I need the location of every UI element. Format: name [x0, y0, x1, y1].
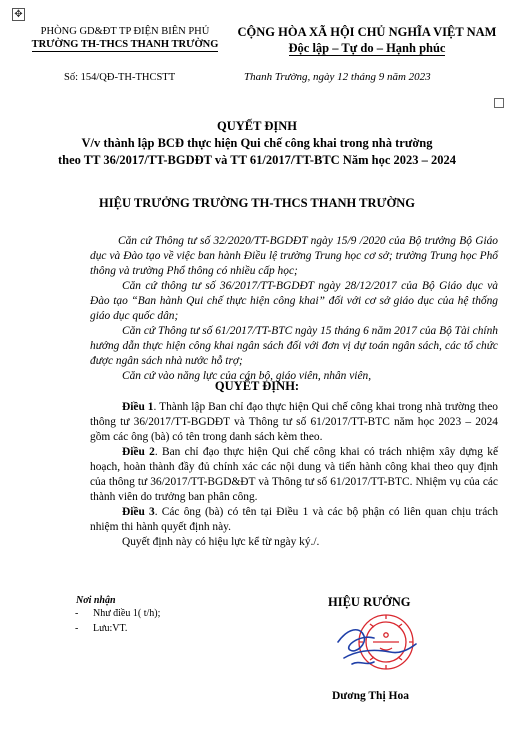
agency-line1: PHÒNG GD&ĐT TP ĐIỆN BIÊN PHỦ	[40, 26, 210, 37]
recipient-text: Lưu:VT.	[93, 623, 128, 634]
article-label: Điều 1	[122, 401, 154, 413]
article-label: Điều 3	[122, 506, 155, 518]
basis-item: Căn cứ Thông tư số 32/2020/TT-BGDĐT ngày 15/9 /2020 của Bộ trưởng Bộ Giáo dục và Đào tạo về việc ban hành Điều lệ trường Trung học cơ sở; trường Trung học Phổ thông và trường Phổ thông có nhiều cấp học;	[90, 235, 498, 277]
article-label: Điều 2	[122, 446, 155, 458]
stamp-seal	[359, 615, 413, 669]
official-stamp-and-signature	[330, 608, 430, 680]
article-1	[90, 400, 498, 445]
recipient-text: Như điều 1( t/h);	[93, 608, 161, 619]
article-2	[90, 445, 498, 505]
effective-clause	[90, 535, 498, 550]
checkbox-icon[interactable]	[494, 98, 504, 108]
title-line2: theo TT 36/2017/TT-BGDĐT và TT 61/2017/TT-BTC Năm học 2023 – 2024	[58, 153, 456, 167]
nation-block	[232, 24, 502, 56]
recipient-dash: -	[75, 608, 79, 619]
nation-line1: CỘNG HÒA XÃ HỘI CHỦ NGHĨA VIỆT NAM	[237, 25, 497, 39]
principal-heading: HIỆU TRƯỞNG TRƯỜNG TH-THCS THANH TRƯỜNG	[99, 196, 415, 210]
basis-item: Căn cứ Thông tư số 61/2017/TT-BTC ngày 15 tháng 6 năm 2017 của Bộ Tài chính hướng dẫn thực hiện công khai ngân sách đối với đơn vị dự toán ngân sách, các tổ chức được ngân sách nhà nước hỗ trợ;	[90, 325, 498, 367]
title-main: QUYẾT ĐỊNH	[217, 119, 297, 133]
signer-name: Dương Thị Hoa	[332, 690, 409, 702]
article-text: . Ban chỉ đạo thực hiện Qui chế công khai có trách nhiệm xây dựng kế hoạch, hoàn thành đầy đủ chính xác các nội dung và tiến hành công khai theo quy định của thông tư 36/2017/TT-BGD&ĐT và Thông tư số 61/2017/TT-BTC. Nhiệm vụ của các thành viên do trưởng ban phân công.	[90, 446, 499, 503]
move-icon[interactable]: ✥	[12, 8, 25, 21]
recipient-item	[75, 623, 127, 634]
article-text: . Thành lập Ban chỉ đạo thực hiện Qui chế công khai trong nhà trường theo thông tư 36/2017/TT-BGDĐT và Thông tư số 61/2017/TT-BTC năm học 2023 – 2024 gồm các ông (bà) có tên trong danh sách kèm theo.	[90, 401, 499, 443]
article-3	[90, 505, 498, 535]
basis-item: Căn cứ vào năng lực của cán bộ, giáo viên, nhân viên,	[122, 370, 372, 382]
doc-number: Số: 154/QĐ-TH-THCSTT	[64, 72, 176, 83]
basis-item: Căn cứ thông tư số 36/2017/TT-BGDĐT ngày 28/12/2017 của Bộ Giáo dục và Đào tạo “Ban hành Qui chế thực hiện công khai” đối với cơ sở giáo dục của hệ thống giáo dục quốc dân;	[90, 280, 498, 322]
nation-line2: Độc lập – Tự do – Hạnh phúc	[288, 41, 446, 55]
article-text: . Các ông (bà) có tên tại Điều 1 và các bộ phận có liên quan chịu trách nhiệm thi hành quyết định này.	[90, 506, 499, 533]
agency-block	[30, 26, 220, 52]
articles	[90, 400, 498, 550]
recipient-item	[75, 608, 160, 619]
legal-bases	[90, 234, 498, 384]
article-text: Quyết định này có hiệu lực kể từ ngày ký./.	[122, 536, 320, 548]
title-line1: V/v thành lập BCĐ thực hiện Qui chế công khai trong nhà trường	[81, 136, 433, 150]
recipients-heading: Nơi nhận	[76, 595, 116, 606]
decision-heading: QUYẾT ĐỊNH:	[214, 379, 300, 393]
agency-line2: TRƯỜNG TH-THCS THANH TRƯỜNG	[31, 39, 219, 50]
place-date: Thanh Trường, ngày 12 tháng 9 năm 2023	[244, 71, 431, 83]
signer-title: HIỆU RƯỞNG	[328, 595, 411, 609]
recipient-dash: -	[75, 623, 79, 634]
document-title	[20, 118, 494, 169]
